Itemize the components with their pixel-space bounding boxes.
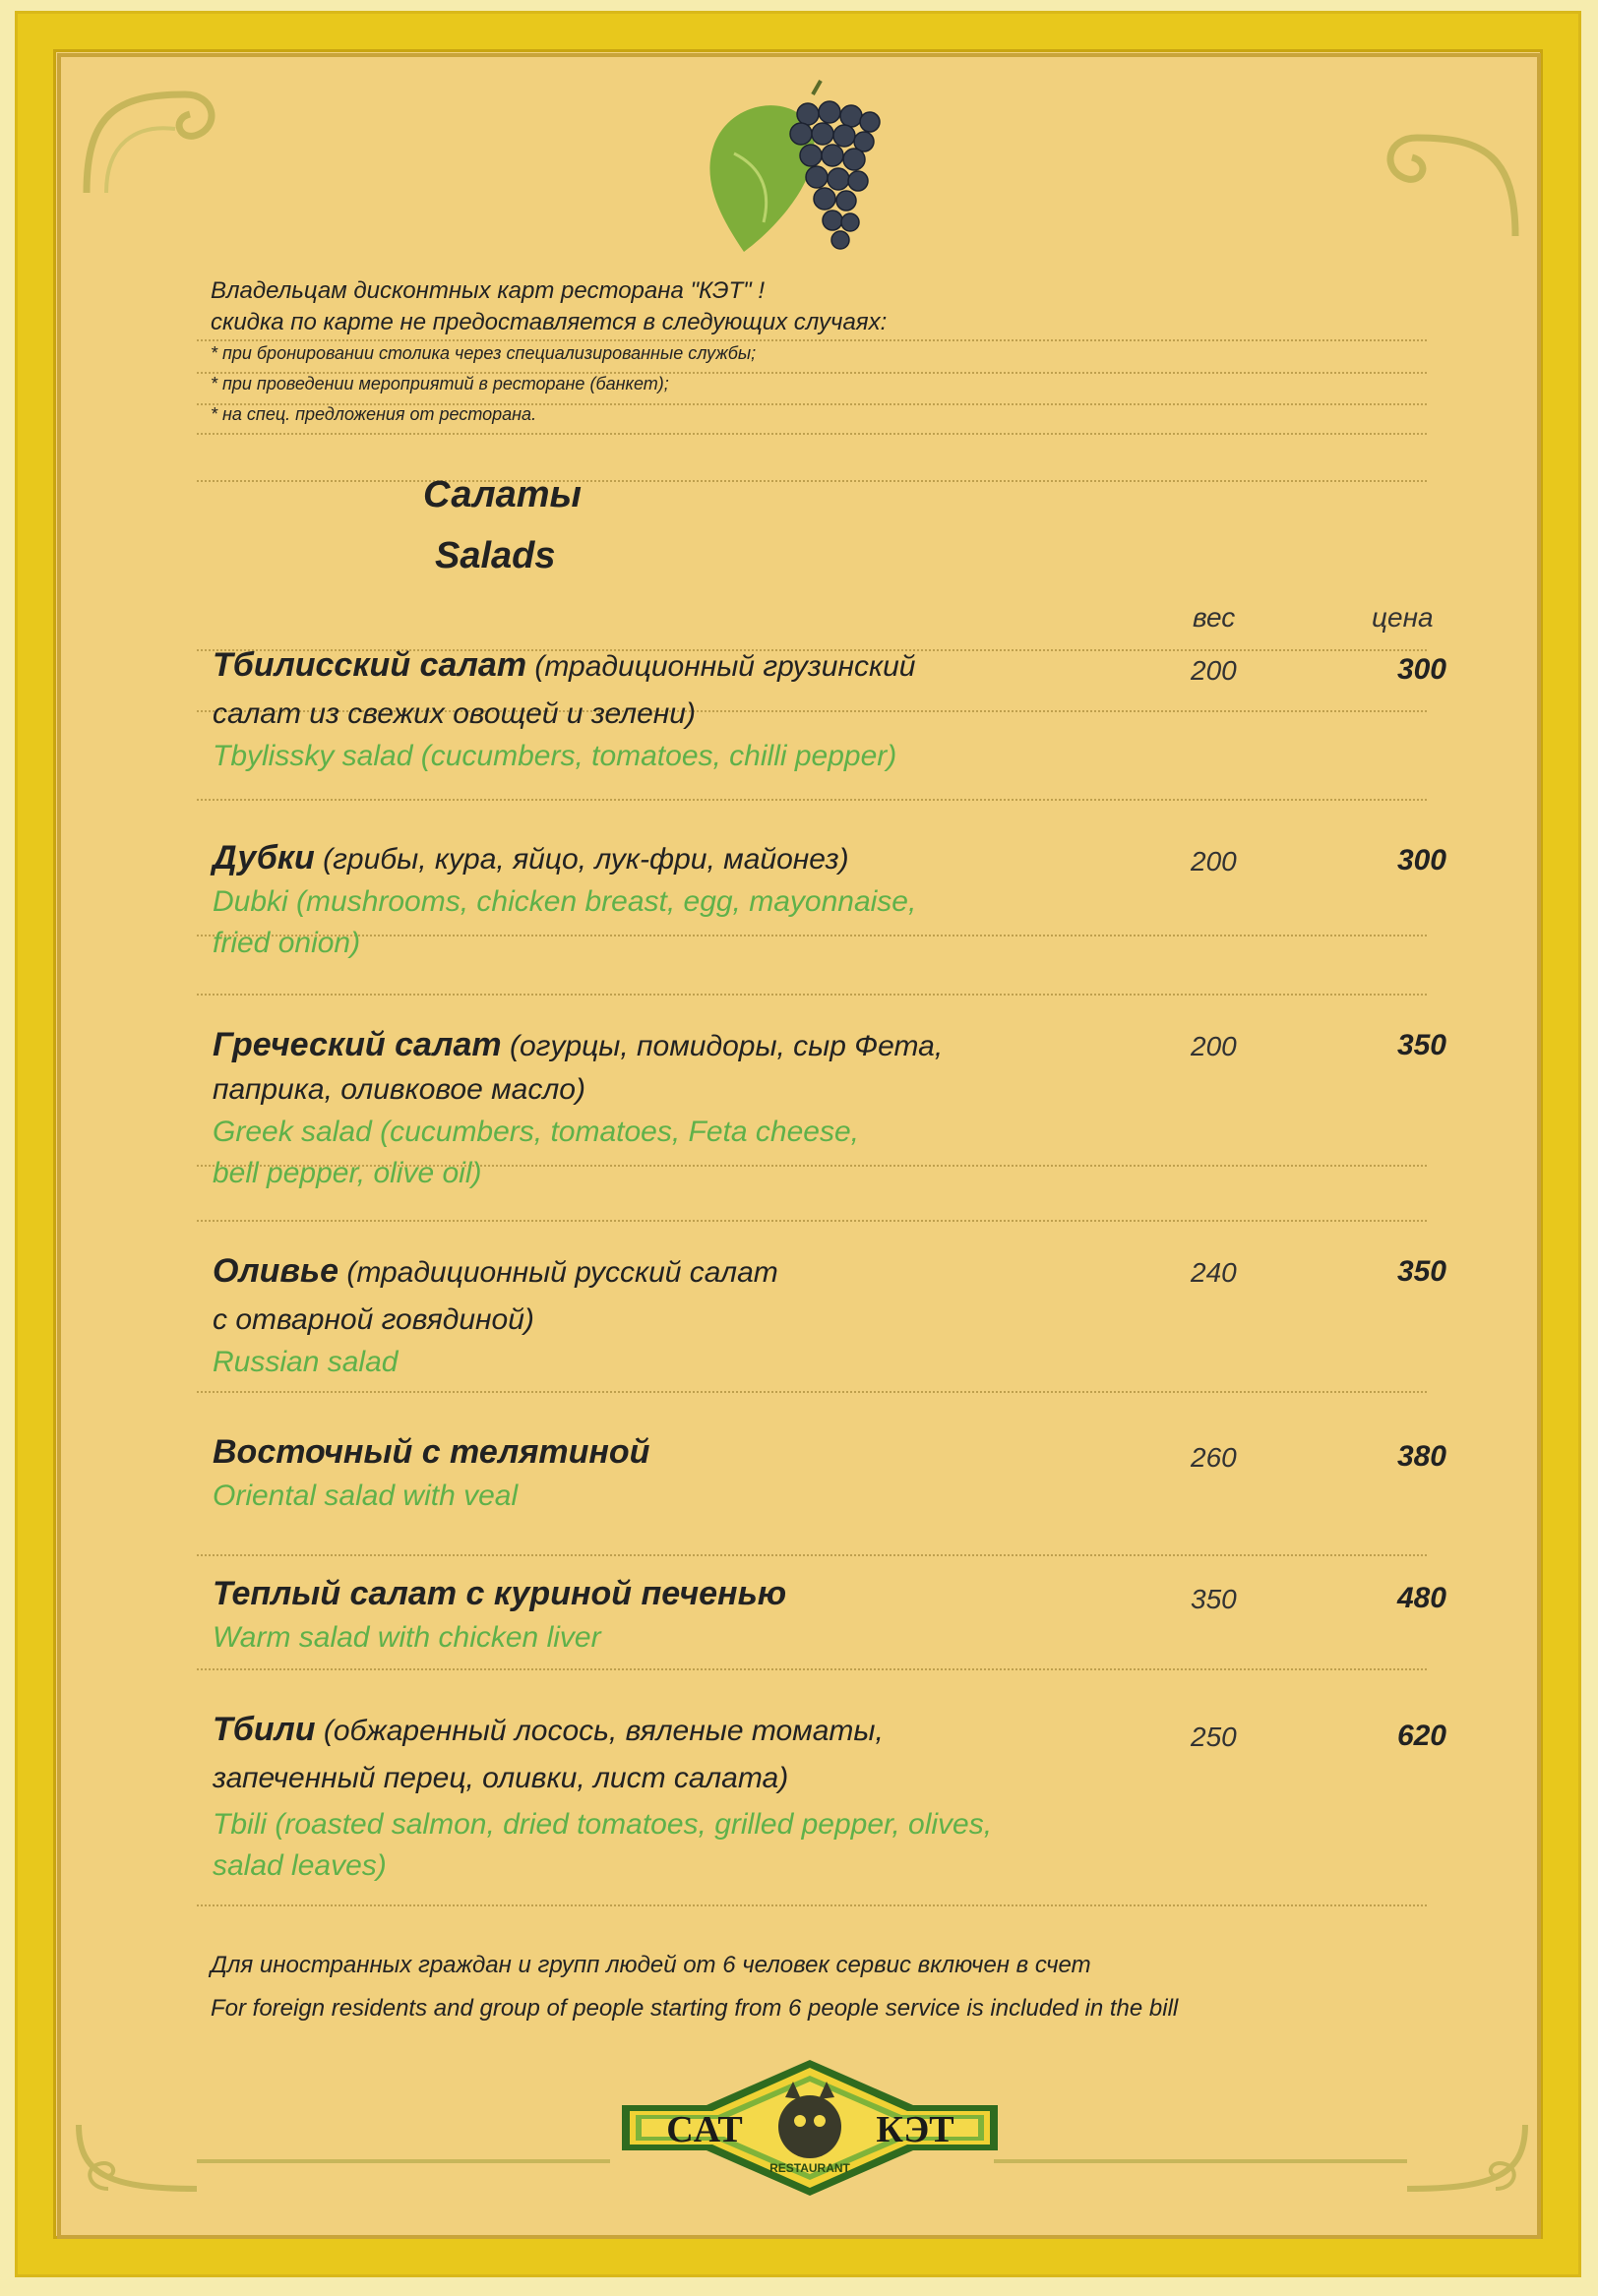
logo-text-right: КЭТ	[876, 2109, 954, 2150]
item-name: Греческий салат	[213, 1026, 502, 1063]
item-weight: 200	[1191, 1031, 1237, 1061]
dotted-rule	[197, 1904, 1427, 1906]
corner-ornament-top-left	[77, 75, 224, 203]
section-title-en: Salads	[435, 535, 556, 576]
menu-item	[213, 836, 1098, 964]
item-desc-en: Tbylissky salad (cucumbers, tomatoes, chilli pepper)	[213, 740, 897, 772]
item-weight: 240	[1191, 1257, 1237, 1288]
notice-bullet-1: * при бронировании столика через специализированные службы;	[211, 343, 757, 363]
item-desc-en: Tbili (roasted salmon, dried tomatoes, grilled pepper, olives,	[213, 1808, 993, 1841]
menu-item	[213, 1023, 1098, 1194]
column-header-price: цена	[1372, 602, 1434, 633]
item-price: 350	[1396, 1029, 1446, 1061]
item-desc-en: Dubki (mushrooms, chicken breast, egg, mayonnaise,	[213, 885, 917, 918]
dotted-rule	[197, 1391, 1427, 1393]
footer-note-ru: Для иностранных граждан и групп людей от 6 человек сервис включен в счет	[211, 1952, 1091, 1978]
item-desc-ru: (грибы, кура, яйцо, лук-фри, майонез)	[314, 843, 849, 876]
item-desc-ru: (традиционный грузинский	[526, 650, 916, 683]
menu-item	[213, 1249, 1098, 1383]
item-name: Восточный с телятиной	[213, 1433, 650, 1471]
dotted-rule	[197, 339, 1427, 341]
item-desc-ru-2: салат из свежих овощей и зелени)	[213, 697, 696, 730]
corner-ornament-bottom-right	[1387, 2115, 1535, 2204]
item-weight: 260	[1191, 1442, 1237, 1473]
item-name: Теплый салат с куриной печенью	[213, 1575, 787, 1612]
item-price: 620	[1396, 1720, 1446, 1752]
item-price: 480	[1396, 1582, 1446, 1614]
notice-bullet-2: * при проведении мероприятий в ресторане (банкет);	[211, 374, 669, 393]
item-desc-ru-2: паприка, оливковое масло)	[213, 1073, 585, 1106]
item-desc-en: Warm salad with chicken liver	[213, 1621, 601, 1654]
menu-item	[213, 1430, 1098, 1517]
restaurant-logo	[618, 2056, 1002, 2200]
notice-bullet-3: * на спец. предложения от ресторана.	[211, 404, 537, 424]
logo-subtitle: RESTAURANT	[769, 2161, 850, 2175]
item-desc-en-2: fried onion)	[213, 927, 361, 959]
section-title-ru: Салаты	[423, 474, 582, 515]
dotted-rule	[197, 1220, 1427, 1222]
item-price: 300	[1396, 653, 1446, 686]
item-name: Тбили	[213, 1711, 316, 1748]
menu-item	[213, 1708, 1098, 1887]
footer-note-en: For foreign residents and group of people starting from 6 people service is included in the bill	[211, 1995, 1179, 2022]
item-desc-en: Greek salad (cucumbers, tomatoes, Feta cheese,	[213, 1116, 859, 1148]
grape-illustration	[695, 75, 901, 281]
menu-item	[213, 1572, 1098, 1659]
item-desc-ru-2: с отварной говядиной)	[213, 1303, 534, 1336]
item-desc-ru: (огурцы, помидоры, сыр Фета,	[501, 1030, 944, 1062]
corner-ornament-top-right	[1378, 118, 1525, 246]
dotted-rule	[197, 1554, 1427, 1556]
menu-item	[213, 643, 1098, 777]
item-name: Оливье	[213, 1252, 338, 1290]
corner-ornament-bottom-left	[69, 2115, 216, 2204]
dotted-rule	[197, 1668, 1427, 1670]
item-weight: 200	[1191, 846, 1237, 876]
item-desc-en: Oriental salad with veal	[213, 1480, 519, 1512]
item-desc-ru-2: запеченный перец, оливки, лист салата)	[213, 1762, 789, 1794]
item-price: 380	[1396, 1440, 1446, 1473]
item-weight: 350	[1191, 1584, 1237, 1614]
item-desc-en: Russian salad	[213, 1346, 399, 1378]
item-desc-en-2: bell pepper, olive oil)	[213, 1157, 482, 1189]
dotted-rule	[197, 994, 1427, 996]
discount-notice	[211, 275, 1421, 430]
dotted-rule	[197, 433, 1427, 435]
item-name: Дубки	[213, 839, 315, 876]
column-header-weight: вес	[1193, 602, 1236, 633]
dotted-rule	[197, 799, 1427, 801]
item-price: 350	[1396, 1255, 1446, 1288]
item-weight: 250	[1191, 1722, 1237, 1752]
item-name: Тбилисский салат	[213, 646, 527, 684]
dotted-rule	[197, 480, 1427, 482]
item-desc-ru: (традиционный русский салат	[338, 1256, 778, 1289]
logo-text-left: CAT	[666, 2109, 743, 2150]
item-desc-ru: (обжаренный лосось, вяленые томаты,	[315, 1715, 884, 1747]
notice-line-1: Владельцам дисконтных карт ресторана "КЭТ" !	[211, 277, 766, 304]
notice-line-2: скидка по карте не предоставляется в следующих случаях:	[211, 309, 888, 335]
item-desc-en-2: salad leaves)	[213, 1849, 387, 1882]
dotted-rule	[197, 372, 1427, 374]
item-price: 300	[1396, 844, 1446, 876]
item-weight: 200	[1191, 655, 1237, 686]
dotted-rule	[197, 403, 1427, 405]
